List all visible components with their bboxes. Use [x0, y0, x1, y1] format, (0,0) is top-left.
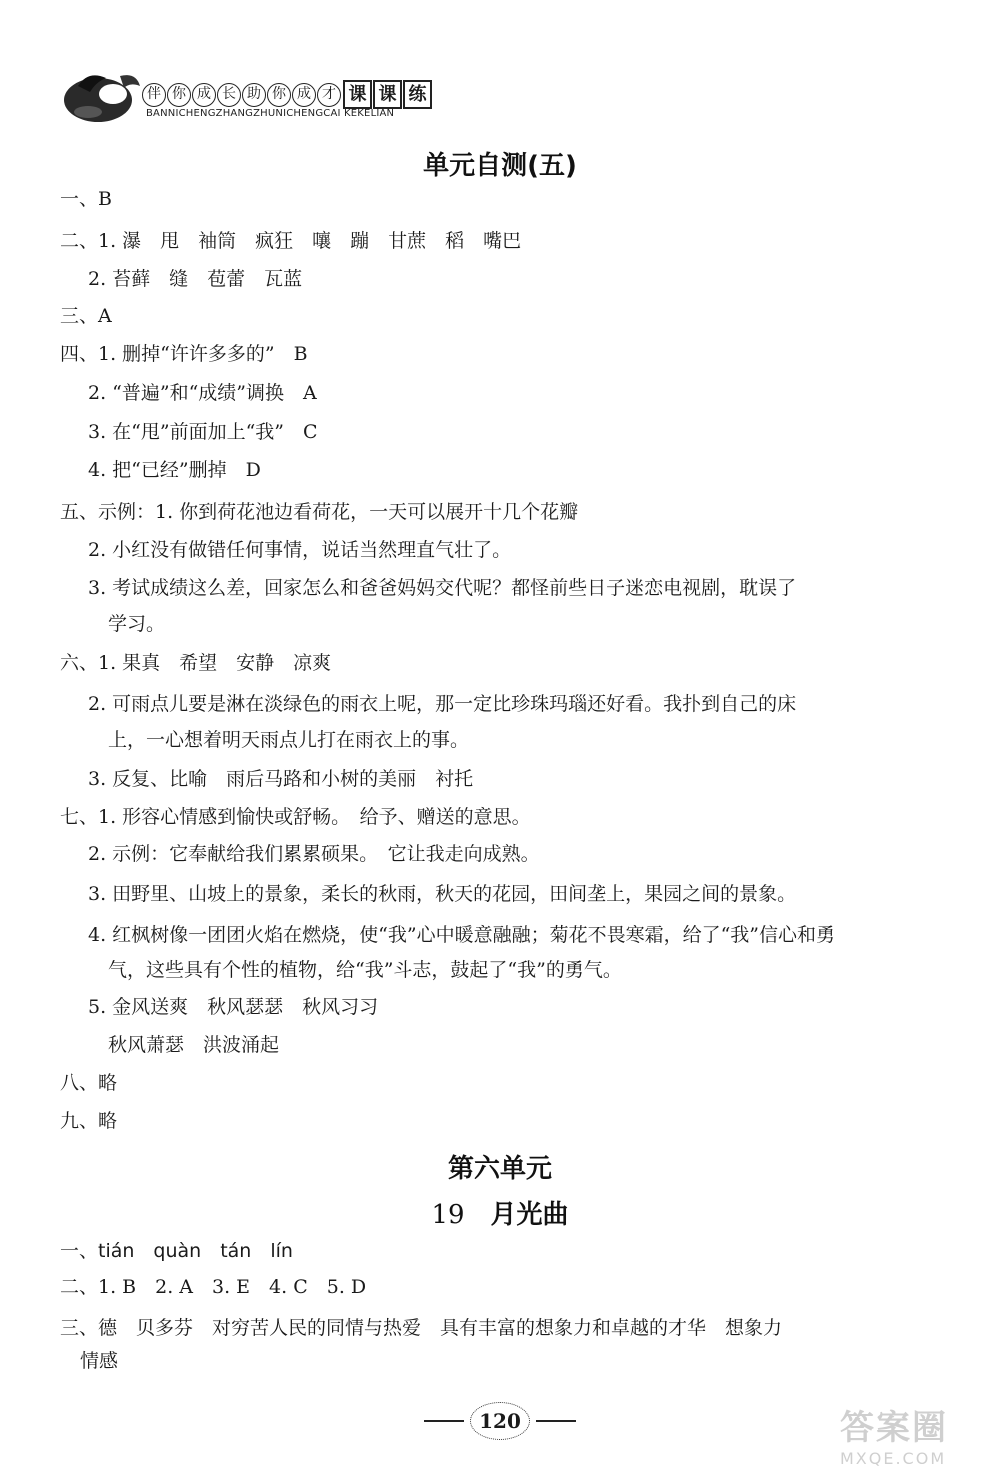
answer-line: 3. 田野里、山坡上的景象，柔长的秋雨，秋天的花园，田间垄上，果园之间的景象。	[88, 883, 797, 905]
header-logo	[58, 62, 427, 132]
watermark	[840, 1400, 990, 1475]
banner-char: 长	[217, 83, 241, 107]
page-dash-right	[536, 1420, 576, 1422]
answer-line: 5. 金风送爽 秋风瑟瑟 秋风习习	[88, 996, 379, 1018]
banner-char: 成	[292, 83, 316, 107]
banner-pinyin: BANNICHENGZHANGZHUNICHENGCAI KEKELIAN	[146, 108, 395, 119]
answer-line: 秋风萧瑟 洪波涌起	[108, 1034, 280, 1056]
answer-line: 九、略	[60, 1110, 118, 1132]
answer-line: 3. 在“甩”前面加上“我” C	[88, 421, 318, 443]
answer-line: 四、1. 删掉“许许多多的” B	[60, 343, 308, 365]
answer-line: 五、示例：1. 你到荷花池边看荷花，一天可以展开十几个花瓣	[60, 501, 579, 523]
answer-line: 气，这些具有个性的植物，给“我”斗志，鼓起了“我”的勇气。	[108, 959, 622, 981]
watermark-text: 答案圈	[840, 1408, 948, 1448]
lesson-name: 月光曲	[490, 1200, 569, 1230]
answer-line: 一、B	[60, 188, 112, 210]
answer-line: 2. 示例：它奉献给我们累累硕果。 它让我走向成熟。	[88, 843, 540, 865]
banner-boxed-char: 课	[373, 80, 402, 109]
answer-line: 七、1. 形容心情感到愉快或舒畅。 给予、赠送的意思。	[60, 806, 531, 828]
unit-title: 第六单元	[447, 1154, 552, 1184]
answer-line: 4. 把“已经”删掉 D	[88, 459, 261, 481]
banner-boxed-char: 练	[403, 80, 432, 109]
watermark-url: MXQE.COM	[840, 1449, 947, 1468]
answer-line: 2. 小红没有做错任何事情，说话当然理直气壮了。	[88, 539, 512, 561]
banner-char: 你	[267, 83, 291, 107]
page-dash-left	[424, 1420, 464, 1422]
lesson-title	[0, 1194, 1000, 1231]
answer-line: 3. 考试成绩这么差，回家怎么和爸爸妈妈交代呢？都怪前些日子迷恋电视剧，耽误了	[88, 577, 797, 599]
answer-line: 八、略	[60, 1072, 118, 1094]
answer-line: 六、1. 果真 希望 安静 凉爽	[60, 652, 332, 674]
answer-line: 4. 红枫树像一团团火焰在燃烧，使“我”心中暖意融融；菊花不畏寒霜，给了“我”信心和勇	[88, 924, 836, 946]
answer-line: 二、1. B 2. A 3. E 4. C 5. D	[60, 1276, 367, 1298]
lesson-number: 19	[431, 1200, 465, 1230]
answer-line: 3. 反复、比喻 雨后马路和小树的美丽 衬托	[88, 768, 474, 790]
answer-line: 情感	[80, 1350, 119, 1372]
answer-line: 2. “普遍”和“成绩”调换 A	[88, 382, 317, 404]
answer-line: 二、1. 瀑 甩 袖筒 疯狂 嚷 蹦 甘蔗 稻 嘴巴	[60, 230, 522, 252]
answer-line: 三、德 贝多芬 对穷苦人民的同情与热爱 具有丰富的想象力和卓越的才华 想象力	[60, 1317, 783, 1339]
section-title: 单元自测(五)	[423, 151, 577, 181]
logo-graphic	[58, 68, 148, 128]
banner-slogan	[142, 80, 432, 109]
answer-line: 2. 苔藓 缝 苞蕾 瓦蓝	[88, 268, 303, 290]
answer-line: 上，一心想着明天雨点儿打在雨衣上的事。	[108, 729, 470, 751]
banner-char: 你	[167, 83, 191, 107]
answer-line: 三、A	[60, 305, 112, 327]
banner-char: 助	[242, 83, 266, 107]
banner-char: 才	[317, 83, 341, 107]
answer-line: 2. 可雨点儿要是淋在淡绿色的雨衣上呢，那一定比珍珠玛瑙还好看。我扑到自己的床	[88, 693, 797, 715]
banner-boxed-char: 课	[343, 80, 372, 109]
answer-line: 学习。	[108, 613, 166, 635]
banner-char: 伴	[142, 83, 166, 107]
answer-line: 一、tián quàn tán lín	[60, 1240, 293, 1262]
banner-char: 成	[192, 83, 216, 107]
page-number: 120	[470, 1402, 530, 1440]
